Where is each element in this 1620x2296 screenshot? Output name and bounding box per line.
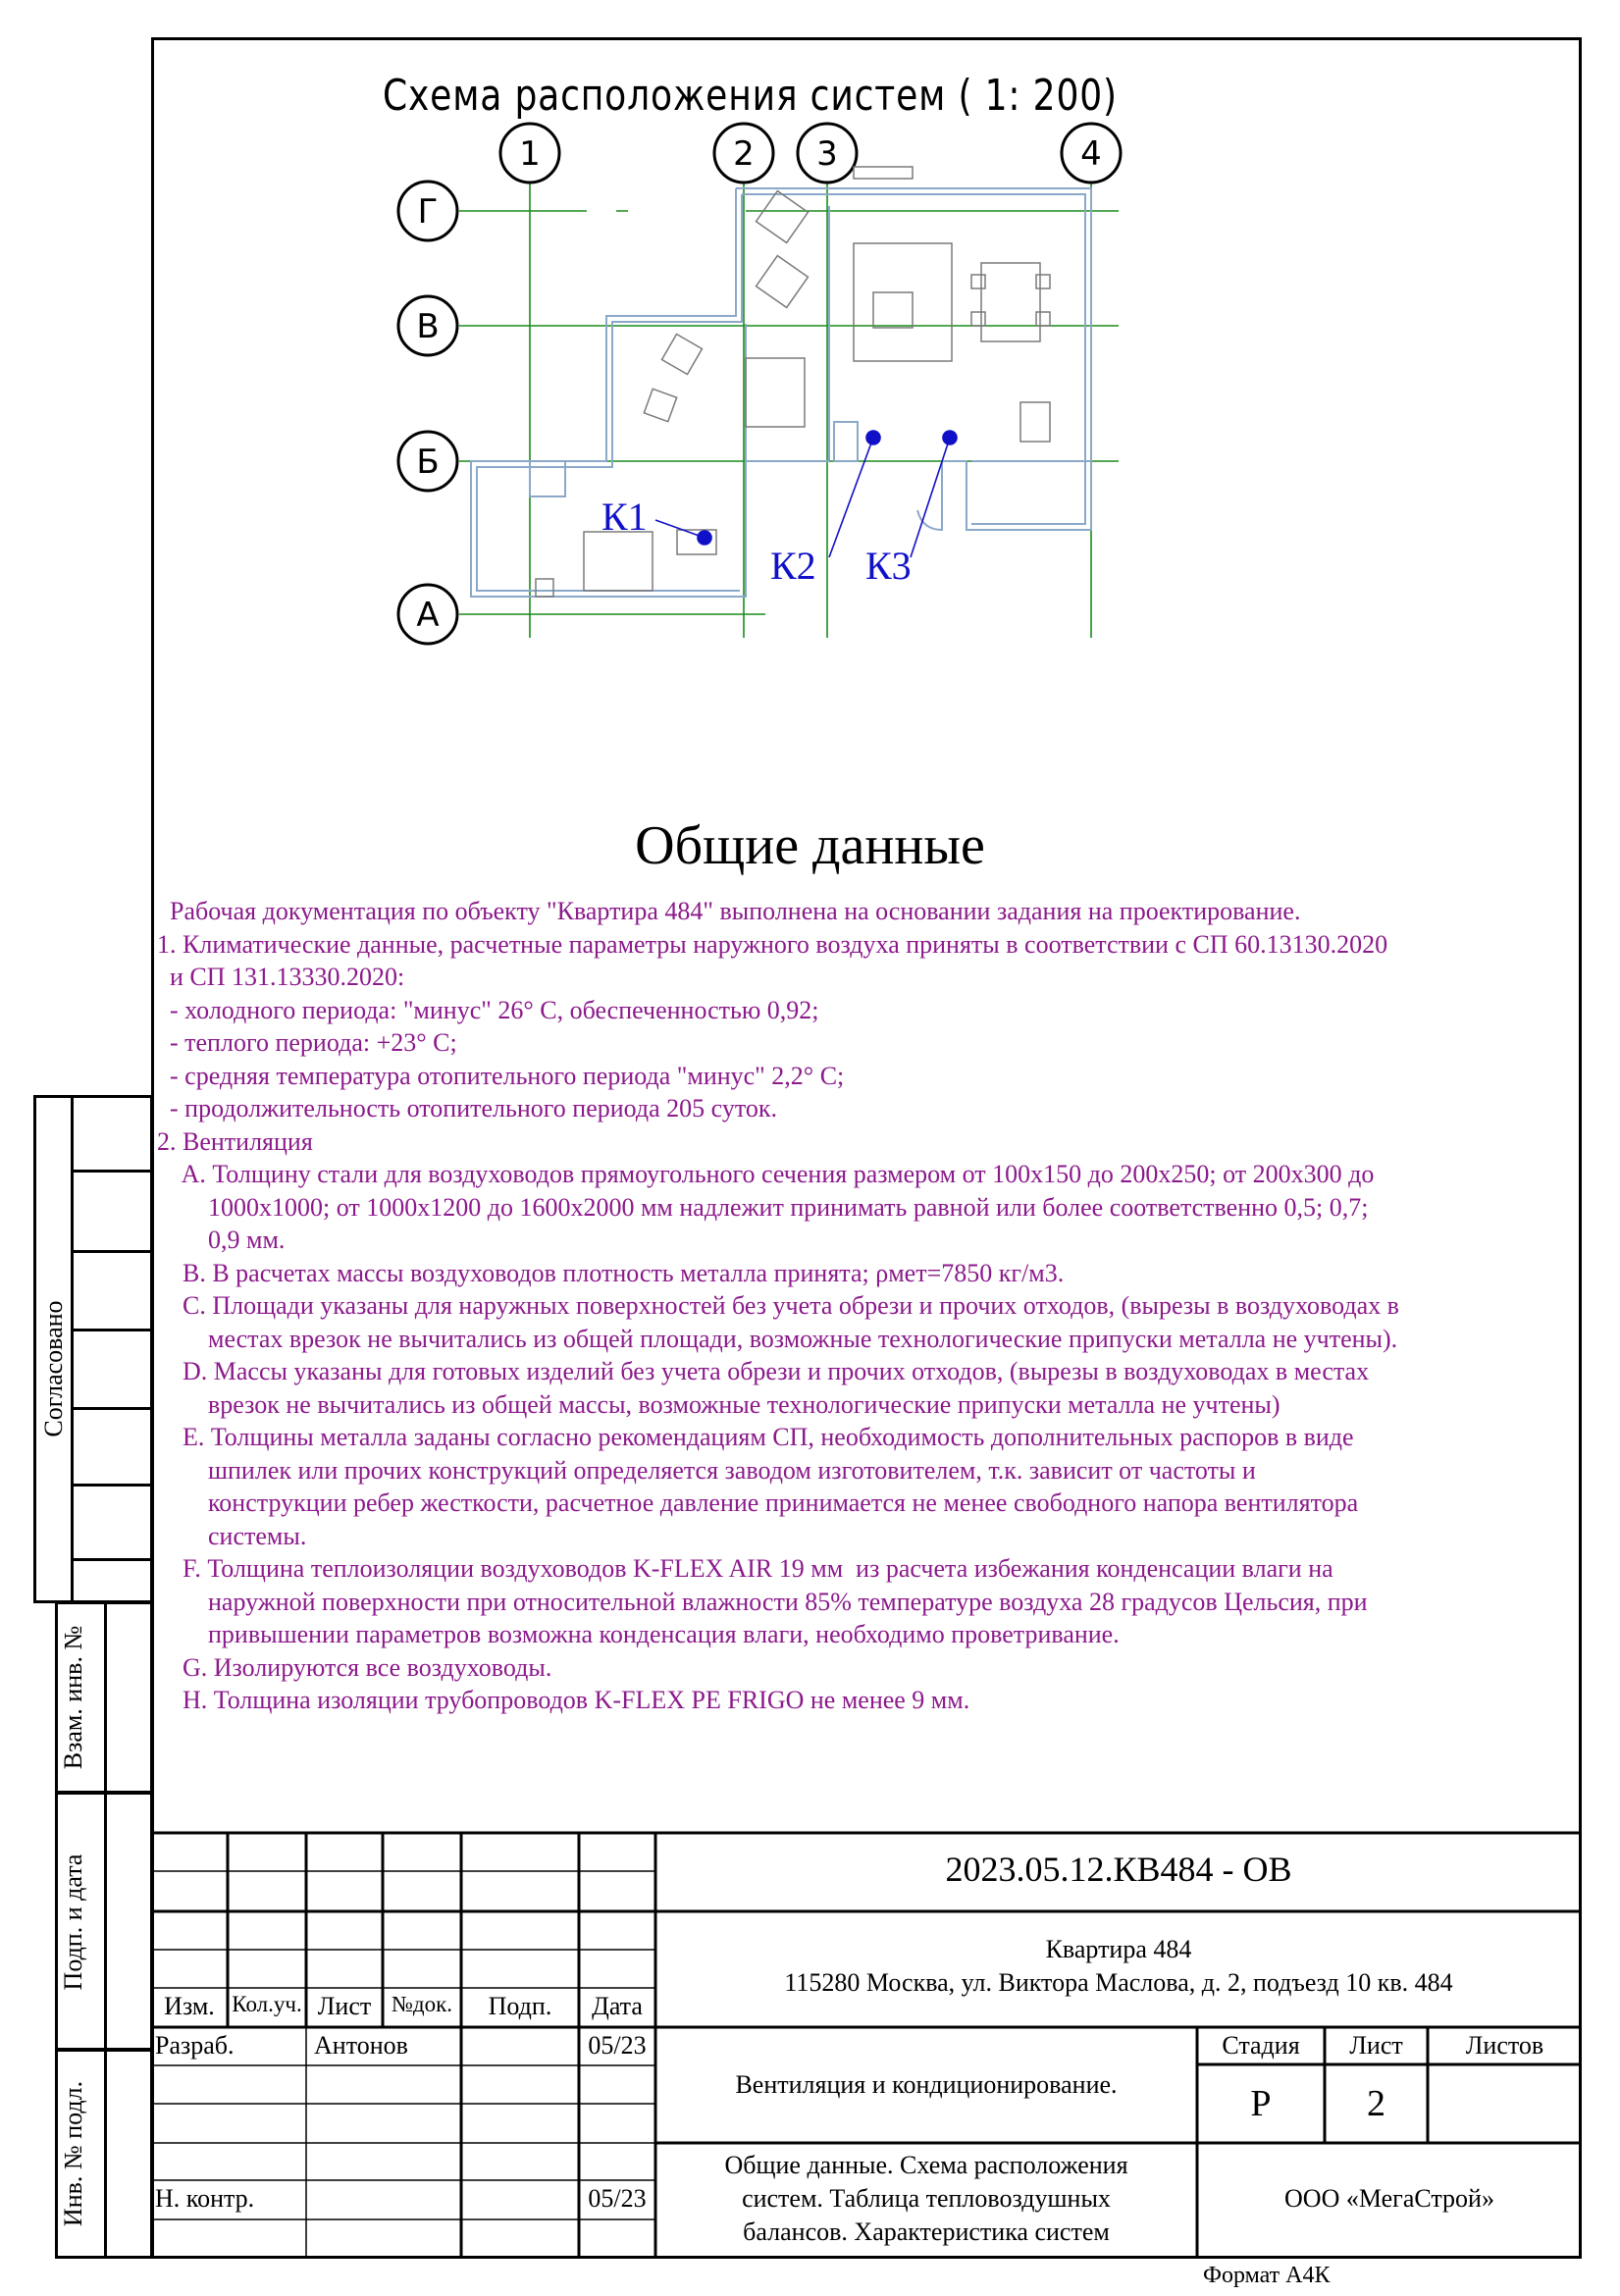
object-name: Квартира 484	[1045, 1935, 1192, 1963]
side-replace-label: Взам. инв. №	[59, 1625, 87, 1770]
axis-label: 4	[1080, 134, 1102, 174]
note-line: C. Площади указаны для наружных поверхностей без учета обрези и прочих отходов, (вырезы в воздуховодах в	[157, 1291, 1399, 1320]
scheme-title: Схема расположения систем ( 1: 200)	[383, 71, 1118, 121]
general-notes	[157, 895, 1570, 1717]
sheet-title-line: Общие данные. Схема расположения	[724, 2151, 1128, 2179]
format-label: Формат А4К	[1203, 2263, 1331, 2288]
note-line: и СП 131.13330.2020:	[157, 963, 405, 991]
axis-label: 1	[519, 134, 541, 174]
side-divider	[104, 1792, 107, 2051]
axis-label: 3	[816, 134, 838, 174]
note-line: - холодного периода: "минус" 26° С, обеспеченностью 0,92;	[157, 995, 819, 1024]
system-point-k2	[866, 431, 880, 444]
stage-value: Р	[1250, 2083, 1272, 2124]
developed-name: Антонов	[314, 2031, 408, 2060]
system-label-k3: К3	[865, 544, 912, 588]
company-name: ООО «МегаСтрой»	[1284, 2184, 1494, 2213]
note-line: врезок не вычитались из общей массы, возможные технологические припуски металла не учтены)	[157, 1389, 1280, 1419]
system-point-k1	[698, 531, 711, 545]
header-podp: Подп.	[488, 1992, 552, 2020]
sheet-title-line: систем. Таблица тепловоздушных	[742, 2184, 1111, 2213]
system-label-k2: К2	[770, 544, 816, 588]
note-line: H. Толщина изоляции трубопроводов K-FLEX PE FRIGO не менее 9 мм.	[157, 1686, 970, 1714]
note-line: местах врезок не вычитались из общей площади, возможные технологические припуски металла не учтены).	[157, 1324, 1398, 1353]
note-line: B. В расчетах массы воздуховодов плотность металла принята; ρмет=7850 кг/м3.	[157, 1258, 1065, 1287]
header-list: Лист	[317, 1992, 372, 2020]
note-line: D. Массы указаны для готовых изделий без учета обрези и прочих отходов, (вырезы в воздуховодах в местах	[157, 1357, 1370, 1385]
side-divider	[104, 2049, 107, 2259]
system-point-k3	[943, 431, 957, 444]
section-name: Вентиляция и кондиционирование.	[735, 2070, 1118, 2099]
system-label-k1: К1	[601, 495, 648, 539]
object-address: 115280 Москва, ул. Виктора Маслова, д. 2, подъезд 10 кв. 484	[784, 1968, 1453, 1997]
note-line: шпилек или прочих конструкций определяется заводом изготовителем, т.к. зависит от частоты и	[157, 1455, 1256, 1485]
axis-label: Г	[417, 192, 439, 232]
note-line: A. Толщину стали для воздуховодов прямоугольного сечения размером от 100х150 до 200х250; от 200х300 до	[157, 1160, 1375, 1188]
side-divider	[104, 1601, 107, 1794]
note-line: системы.	[157, 1521, 307, 1550]
header-data: Дата	[592, 1992, 643, 2020]
note-line: - теплого периода: +23° С;	[157, 1028, 457, 1057]
sheet-label: Лист	[1349, 2031, 1403, 2060]
floor-plan-scheme	[383, 118, 1148, 667]
header-kol-uch: Кол.уч.	[232, 1992, 302, 2016]
document-code: 2023.05.12.КВ484 - ОВ	[945, 1850, 1292, 1889]
axis-label: 2	[733, 134, 755, 174]
note-line: привышении параметров возможна конденсация влаги, необходимо проветривание.	[157, 1620, 1120, 1648]
side-agreed-label: Согласовано	[39, 1300, 68, 1437]
control-date: 05/23	[588, 2184, 647, 2213]
note-line: - продолжительность отопительного периода 205 суток.	[157, 1094, 778, 1122]
developed-date: 05/23	[588, 2031, 647, 2060]
note-line: 1000х1000; от 1000х1200 до 1600х2000 мм надлежит принимать равной или более соответственно 0,5; 0,7;	[157, 1192, 1369, 1222]
developed-label: Разраб.	[155, 2031, 235, 2060]
note-line: E. Толщины металла заданы согласно рекомендациям СП, необходимость дополнительных распоров в виде	[157, 1423, 1354, 1451]
note-line: наружной поверхности при относительной влажности 85% температуре воздуха 28 градусов Цельсия, при	[157, 1587, 1368, 1616]
ventilation-systems	[655, 431, 957, 557]
sheet-value: 2	[1367, 2083, 1385, 2124]
axis-label: В	[416, 307, 440, 346]
note-line: Рабочая документация по объекту "Квартира 484" выполнена на основании задания на проектирование.	[157, 897, 1301, 925]
sheets-label: Листов	[1465, 2031, 1544, 2060]
sheet-title-line: балансов. Характеристика систем	[743, 2218, 1110, 2246]
note-line: 2. Вентиляция	[157, 1126, 313, 1156]
axis-label: Б	[416, 443, 440, 482]
note-line: конструкции ребер жесткости, расчетное давление принимается не менее свободного напора вентилятора	[157, 1488, 1359, 1517]
apartment-walls	[471, 188, 1091, 597]
side-signdate-label: Подп. и дата	[59, 1853, 87, 1991]
note-line: G. Изолируются все воздуховоды.	[157, 1652, 552, 1682]
stage-label: Стадия	[1222, 2031, 1300, 2060]
note-line: - средняя температура отопительного периода "минус" 2,2° С;	[157, 1061, 845, 1090]
side-invno-label: Инв. № подл.	[59, 2080, 87, 2227]
axis-label: А	[416, 596, 440, 635]
note-line: 1. Климатические данные, расчетные параметры наружного воздуха приняты в соответствии с СП 60.13130.2020	[157, 929, 1388, 959]
header-izm: Изм.	[164, 1992, 215, 2020]
header-ndok: №док.	[391, 1992, 453, 2016]
general-data-heading: Общие данные	[635, 815, 985, 876]
note-line: F. Толщина теплоизоляции воздуховодов K-FLEX AIR 19 мм из расчета избежания конденсации влаги на	[157, 1554, 1333, 1583]
note-line: 0,9 мм.	[157, 1226, 286, 1254]
control-label: Н. контр.	[155, 2184, 255, 2213]
